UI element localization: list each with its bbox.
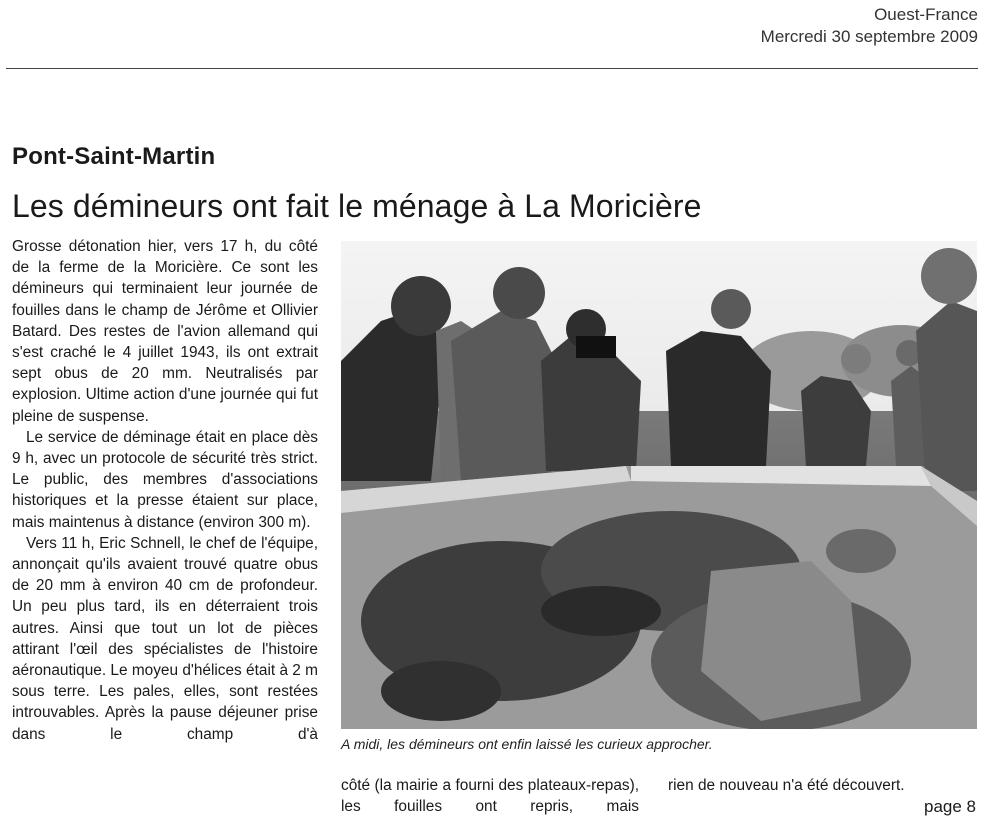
article-column-2 [341,775,639,817]
paragraph-3: Vers 11 h, Eric Schnell, le chef de l'équipe, annonçait qu'ils avaient trouvé quatre obus de 20 mm à environ 40 cm de profondeur. Un peu plus tard, ils en déterraient trois autres. Ainsi que tout un lot de pièces attirant l'œil des spécialistes de l'histoire aéronautique. Le moyeu d'hélices était à 2 m sous terre. Les pales, elles, sont restées introuvables. Après la pause déjeuner prise dans le champ d'à [12,534,318,743]
article-column-1 [12,236,318,745]
paragraph-2: Le service de déminage était en place dès 9 h, avec un protocole de sécurité très strict. Le public, des membres d'associations historiques et la presse étaient sur place, mais maintenus à distance (environ 300 m). [12,428,318,531]
article-headline: Les démineurs ont fait le ménage à La Moricière [12,188,702,224]
header-rule [6,68,978,69]
paragraph-5: rien de nouveau n'a été découvert. [668,777,905,794]
article-column-3 [668,775,905,796]
paragraph-4: côté (la mairie a fourni des plateaux-repas), les fouilles ont repris, mais [341,777,639,815]
newspaper-name: Ouest-France [874,5,978,24]
photo-caption: A midi, les démineurs ont enfin laissé les curieux approcher. [341,736,713,752]
paragraph-1: Grosse détonation hier, vers 17 h, du côté de la ferme de la Moricière. Ce sont les démineurs qui terminaient leur journée de fouilles dans le champ de Jérôme et Ollivier Batard. Des restes de l'avion allemand qui s'est craché le 4 juillet 1943, ils ont extrait sept obus de 20 mm. Neutralisés par explosion. Ultime action d'une journée qui fut pleine de suspense. [12,238,318,425]
masthead [761,4,978,48]
location-kicker: Pont-Saint-Martin [12,143,216,170]
page-number: page 8 [924,797,976,816]
article-photo [341,241,977,729]
publication-date: Mercredi 30 septembre 2009 [760,27,978,46]
